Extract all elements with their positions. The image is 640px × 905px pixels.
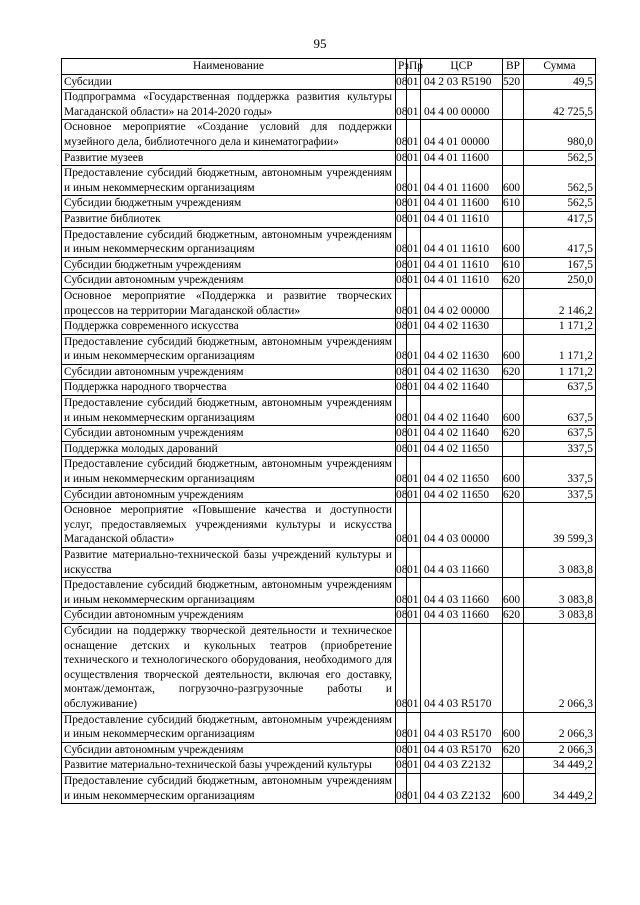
table-row — [62, 742, 596, 758]
row-sum-cell: 34 449,2 — [524, 758, 596, 774]
row-sum-cell: 637,5 — [524, 380, 596, 396]
row-pr-cell: 01 — [407, 273, 421, 289]
row-pr-cell: 01 — [407, 742, 421, 758]
row-vr-cell: 600 — [503, 166, 524, 196]
row-rz-cell: 08 — [396, 457, 407, 487]
table-row — [62, 457, 596, 487]
row-csr-cell: 04 4 03 R5170 — [421, 742, 503, 758]
table-row — [62, 166, 596, 196]
row-name-cell: Предоставление субсидий бюджетным, автономным учреждениям и иным некоммерческим организациям — [62, 578, 396, 608]
row-pr-cell: 01 — [407, 503, 421, 548]
table-row — [62, 120, 596, 150]
table-row — [62, 578, 596, 608]
row-csr-cell: 04 2 03 R5190 — [421, 74, 503, 90]
row-csr-cell: 04 4 01 11600 — [421, 150, 503, 166]
header-vr: ВР — [503, 59, 524, 75]
table-row — [62, 319, 596, 335]
row-csr-cell: 04 4 03 R5170 — [421, 623, 503, 712]
row-rz-cell: 08 — [396, 608, 407, 624]
row-rz-cell: 08 — [396, 288, 407, 318]
row-name-cell: Предоставление субсидий бюджетным, автономным учреждениям и иным некоммерческим организациям — [62, 773, 396, 803]
row-name-cell: Предоставление субсидий бюджетным, автономным учреждениям и иным некоммерческим организациям — [62, 712, 396, 742]
row-vr-cell — [503, 288, 524, 318]
row-csr-cell: 04 4 03 Z2132 — [421, 758, 503, 774]
row-sum-cell: 417,5 — [524, 227, 596, 257]
row-csr-cell: 04 4 02 11640 — [421, 396, 503, 426]
row-name-cell: Предоставление субсидий бюджетным, автономным учреждениям и иным некоммерческим организациям — [62, 334, 396, 364]
table-row — [62, 227, 596, 257]
row-csr-cell: 04 4 03 11660 — [421, 548, 503, 578]
row-rz-cell: 08 — [396, 74, 407, 90]
row-name-cell: Основное мероприятие «Поддержка и развитие творческих процессов на территории Магаданской области» — [62, 288, 396, 318]
row-sum-cell: 3 083,8 — [524, 548, 596, 578]
row-pr-cell: 01 — [407, 758, 421, 774]
row-pr-cell: 01 — [407, 227, 421, 257]
row-pr-cell: 01 — [407, 90, 421, 120]
row-csr-cell: 04 4 02 11650 — [421, 457, 503, 487]
table-row — [62, 758, 596, 774]
row-name-cell: Развитие музеев — [62, 150, 396, 166]
row-name-cell: Субсидии автономным учреждениям — [62, 364, 396, 380]
row-sum-cell: 637,5 — [524, 396, 596, 426]
row-name-cell: Субсидии на поддержку творческой деятельности и техническое оснащение детских и кукольных театров (приобретение технического и технологического оборудования, необходимого для осуществления творческой деятельности, включая его доставку, монтаж/демонтаж, погрузочно-разгрузочные работы и обслуживание) — [62, 623, 396, 712]
row-rz-cell: 08 — [396, 773, 407, 803]
row-rz-cell: 08 — [396, 623, 407, 712]
row-name-cell: Предоставление субсидий бюджетным, автономным учреждениям и иным некоммерческим организациям — [62, 166, 396, 196]
table-row — [62, 441, 596, 457]
row-name-cell: Субсидии бюджетным учреждениям — [62, 257, 396, 273]
row-rz-cell: 08 — [396, 150, 407, 166]
row-sum-cell: 2 066,3 — [524, 712, 596, 742]
row-rz-cell: 08 — [396, 487, 407, 503]
table-row — [62, 548, 596, 578]
row-name-cell: Предоставление субсидий бюджетным, автономным учреждениям и иным некоммерческим организациям — [62, 396, 396, 426]
row-pr-cell: 01 — [407, 608, 421, 624]
row-vr-cell: 620 — [503, 608, 524, 624]
row-pr-cell: 01 — [407, 364, 421, 380]
table-row — [62, 487, 596, 503]
table-row — [62, 364, 596, 380]
row-csr-cell: 04 4 01 00000 — [421, 120, 503, 150]
row-name-cell: Предоставление субсидий бюджетным, автономным учреждениям и иным некоммерческим организациям — [62, 227, 396, 257]
row-rz-cell: 08 — [396, 273, 407, 289]
row-pr-cell: 01 — [407, 196, 421, 212]
row-pr-cell: 01 — [407, 120, 421, 150]
row-pr-cell: 01 — [407, 712, 421, 742]
row-vr-cell: 600 — [503, 457, 524, 487]
table-row — [62, 74, 596, 90]
row-sum-cell: 337,5 — [524, 457, 596, 487]
row-name-cell: Предоставление субсидий бюджетным, автономным учреждениям и иным некоммерческим организациям — [62, 457, 396, 487]
table-row — [62, 712, 596, 742]
row-rz-cell: 08 — [396, 166, 407, 196]
row-vr-cell: 620 — [503, 364, 524, 380]
row-pr-cell: 01 — [407, 211, 421, 227]
row-sum-cell: 2 066,3 — [524, 623, 596, 712]
row-vr-cell: 610 — [503, 257, 524, 273]
row-csr-cell: 04 4 03 11660 — [421, 608, 503, 624]
row-pr-cell: 01 — [407, 74, 421, 90]
row-name-cell: Основное мероприятие «Создание условий для поддержки музейного дела, библиотечного дела и кинематографии» — [62, 120, 396, 150]
row-pr-cell: 01 — [407, 623, 421, 712]
row-rz-cell: 08 — [396, 90, 407, 120]
row-sum-cell: 3 083,8 — [524, 608, 596, 624]
row-csr-cell: 04 4 01 11600 — [421, 196, 503, 212]
row-vr-cell: 620 — [503, 487, 524, 503]
row-csr-cell: 04 4 01 11610 — [421, 257, 503, 273]
row-pr-cell: 01 — [407, 150, 421, 166]
row-pr-cell: 01 — [407, 548, 421, 578]
row-rz-cell: 08 — [396, 503, 407, 548]
row-sum-cell: 337,5 — [524, 487, 596, 503]
row-vr-cell — [503, 211, 524, 227]
row-pr-cell: 01 — [407, 487, 421, 503]
header-csr: ЦСР — [421, 59, 503, 75]
row-vr-cell — [503, 90, 524, 120]
row-sum-cell: 3 083,8 — [524, 578, 596, 608]
table-row — [62, 211, 596, 227]
row-vr-cell: 600 — [503, 773, 524, 803]
row-sum-cell: 562,5 — [524, 196, 596, 212]
row-vr-cell — [503, 441, 524, 457]
row-csr-cell: 04 4 02 11640 — [421, 380, 503, 396]
row-csr-cell: 04 4 02 11630 — [421, 364, 503, 380]
row-rz-cell: 08 — [396, 441, 407, 457]
table-row — [62, 380, 596, 396]
row-sum-cell: 2 066,3 — [524, 742, 596, 758]
row-pr-cell: 01 — [407, 166, 421, 196]
header-name: Наименование — [62, 59, 396, 75]
table-row — [62, 773, 596, 803]
row-sum-cell: 2 146,2 — [524, 288, 596, 318]
row-name-cell: Развитие библиотек — [62, 211, 396, 227]
row-rz-cell: 08 — [396, 396, 407, 426]
table-row — [62, 90, 596, 120]
row-pr-cell: 01 — [407, 578, 421, 608]
row-pr-cell: 01 — [407, 319, 421, 335]
row-sum-cell: 1 171,2 — [524, 364, 596, 380]
row-name-cell: Субсидии автономным учреждениям — [62, 426, 396, 442]
row-csr-cell: 04 4 01 11610 — [421, 273, 503, 289]
row-vr-cell: 600 — [503, 334, 524, 364]
row-sum-cell: 562,5 — [524, 166, 596, 196]
header-rz: Рз — [396, 59, 407, 75]
table-row — [62, 257, 596, 273]
row-sum-cell: 1 171,2 — [524, 334, 596, 364]
row-vr-cell — [503, 503, 524, 548]
row-rz-cell: 08 — [396, 364, 407, 380]
budget-table — [61, 58, 596, 804]
row-rz-cell: 08 — [396, 227, 407, 257]
row-vr-cell: 610 — [503, 196, 524, 212]
row-vr-cell: 620 — [503, 742, 524, 758]
row-vr-cell: 620 — [503, 273, 524, 289]
row-csr-cell: 04 4 03 R5170 — [421, 712, 503, 742]
row-csr-cell: 04 4 01 11600 — [421, 166, 503, 196]
row-vr-cell — [503, 623, 524, 712]
row-csr-cell: 04 4 02 11640 — [421, 426, 503, 442]
row-name-cell: Субсидии автономным учреждениям — [62, 273, 396, 289]
row-name-cell: Поддержка молодых дарований — [62, 441, 396, 457]
table-row — [62, 334, 596, 364]
row-rz-cell: 08 — [396, 211, 407, 227]
row-rz-cell: 08 — [396, 257, 407, 273]
row-rz-cell: 08 — [396, 120, 407, 150]
row-pr-cell: 01 — [407, 773, 421, 803]
table-row — [62, 288, 596, 318]
row-rz-cell: 08 — [396, 426, 407, 442]
row-rz-cell: 08 — [396, 758, 407, 774]
table-row — [62, 608, 596, 624]
row-sum-cell: 337,5 — [524, 441, 596, 457]
row-csr-cell: 04 4 03 11660 — [421, 578, 503, 608]
row-name-cell: Субсидии автономным учреждениям — [62, 742, 396, 758]
row-pr-cell: 01 — [407, 441, 421, 457]
table-row — [62, 196, 596, 212]
row-vr-cell — [503, 380, 524, 396]
row-vr-cell: 520 — [503, 74, 524, 90]
row-name-cell: Основное мероприятие «Повышение качества и доступности услуг, предоставляемых учреждениями культуры и искусства Магаданской области» — [62, 503, 396, 548]
row-vr-cell: 600 — [503, 578, 524, 608]
row-pr-cell: 01 — [407, 380, 421, 396]
table-row — [62, 503, 596, 548]
row-sum-cell: 39 599,3 — [524, 503, 596, 548]
row-vr-cell — [503, 319, 524, 335]
row-csr-cell: 04 4 02 11630 — [421, 319, 503, 335]
table-row — [62, 273, 596, 289]
row-rz-cell: 08 — [396, 548, 407, 578]
table-row — [62, 623, 596, 712]
header-pr: Пр — [407, 59, 421, 75]
row-vr-cell — [503, 120, 524, 150]
row-csr-cell: 04 4 01 11610 — [421, 227, 503, 257]
row-csr-cell: 04 4 01 11610 — [421, 211, 503, 227]
row-pr-cell: 01 — [407, 426, 421, 442]
table-body — [62, 74, 596, 804]
row-sum-cell: 34 449,2 — [524, 773, 596, 803]
row-name-cell: Развитие материально-технической базы учреждений культуры — [62, 758, 396, 774]
row-rz-cell: 08 — [396, 380, 407, 396]
row-csr-cell: 04 4 03 00000 — [421, 503, 503, 548]
row-vr-cell — [503, 758, 524, 774]
row-rz-cell: 08 — [396, 578, 407, 608]
row-vr-cell: 620 — [503, 426, 524, 442]
row-name-cell: Субсидии — [62, 74, 396, 90]
row-name-cell: Подпрограмма «Государственная поддержка развития культуры Магаданской области» на 2014-2020 годы» — [62, 90, 396, 120]
row-sum-cell: 250,0 — [524, 273, 596, 289]
row-csr-cell: 04 4 02 11650 — [421, 441, 503, 457]
row-csr-cell: 04 4 02 11650 — [421, 487, 503, 503]
row-rz-cell: 08 — [396, 196, 407, 212]
row-sum-cell: 417,5 — [524, 211, 596, 227]
row-name-cell: Субсидии бюджетным учреждениям — [62, 196, 396, 212]
row-pr-cell: 01 — [407, 334, 421, 364]
row-sum-cell: 1 171,2 — [524, 319, 596, 335]
row-rz-cell: 08 — [396, 712, 407, 742]
row-rz-cell: 08 — [396, 334, 407, 364]
row-vr-cell: 600 — [503, 712, 524, 742]
row-csr-cell: 04 4 02 00000 — [421, 288, 503, 318]
row-sum-cell: 167,5 — [524, 257, 596, 273]
row-vr-cell — [503, 150, 524, 166]
row-sum-cell: 49,5 — [524, 74, 596, 90]
row-csr-cell: 04 4 02 11630 — [421, 334, 503, 364]
row-name-cell: Развитие материально-технической базы учреждений культуры и искусства — [62, 548, 396, 578]
row-name-cell: Поддержка современного искусства — [62, 319, 396, 335]
table-row — [62, 396, 596, 426]
row-pr-cell: 01 — [407, 457, 421, 487]
row-rz-cell: 08 — [396, 319, 407, 335]
row-sum-cell: 980,0 — [524, 120, 596, 150]
row-vr-cell: 600 — [503, 227, 524, 257]
row-name-cell: Субсидии автономным учреждениям — [62, 487, 396, 503]
page-number: 95 — [313, 36, 327, 51]
row-csr-cell: 04 4 00 00000 — [421, 90, 503, 120]
row-rz-cell: 08 — [396, 742, 407, 758]
table-row — [62, 426, 596, 442]
row-pr-cell: 01 — [407, 257, 421, 273]
row-pr-cell: 01 — [407, 396, 421, 426]
row-vr-cell — [503, 548, 524, 578]
table-row — [62, 150, 596, 166]
row-vr-cell: 600 — [503, 396, 524, 426]
row-sum-cell: 562,5 — [524, 150, 596, 166]
row-csr-cell: 04 4 03 Z2132 — [421, 773, 503, 803]
row-pr-cell: 01 — [407, 288, 421, 318]
row-sum-cell: 42 725,5 — [524, 90, 596, 120]
row-name-cell: Субсидии автономным учреждениям — [62, 608, 396, 624]
table-header-row — [62, 59, 596, 75]
row-sum-cell: 637,5 — [524, 426, 596, 442]
row-name-cell: Поддержка народного творчества — [62, 380, 396, 396]
header-sum: Сумма — [524, 59, 596, 75]
